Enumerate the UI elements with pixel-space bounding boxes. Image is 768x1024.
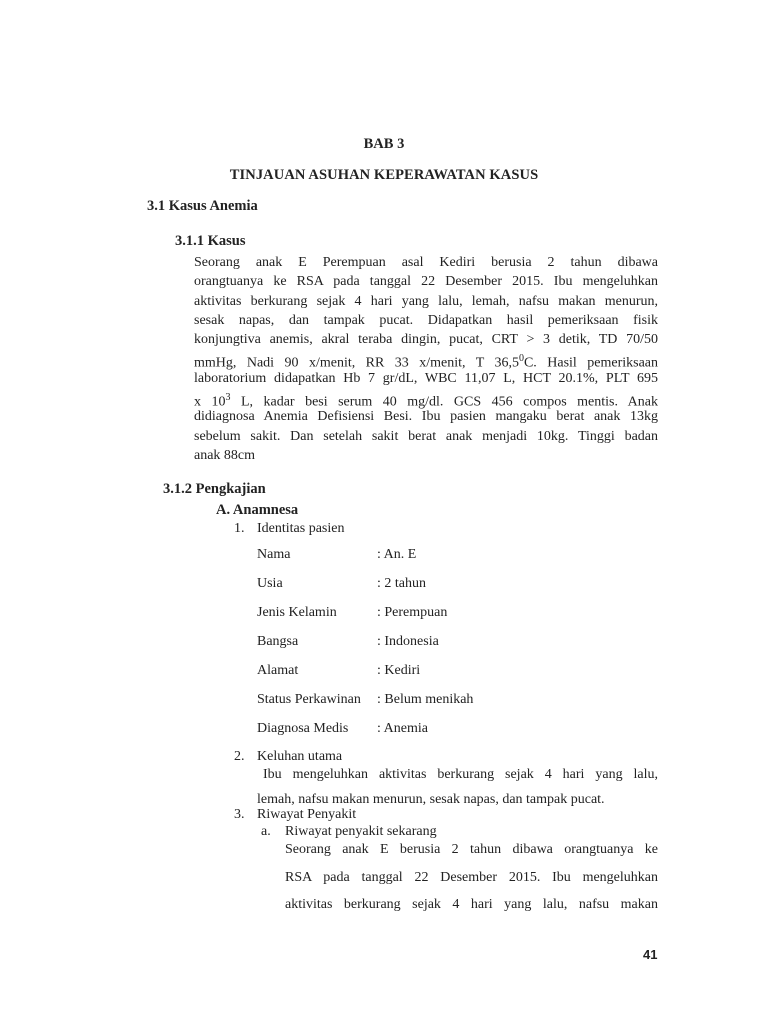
subsection-pengkajian-heading: 3.1.2 Pengkajian <box>163 481 266 497</box>
paragraph-line: x $10^3$ L, kadar besi serum 40 mg/dl. GCS 456 compos mentis. Anak <box>194 392 659 410</box>
page-number: 41 <box>643 947 658 962</box>
riwayat-sekarang-title: Riwayat penyakit sekarang <box>285 824 437 839</box>
identitas-label: Bangsa <box>257 634 299 649</box>
riwayat-title: Riwayat Penyakit <box>257 807 357 822</box>
identitas-label: Alamat <box>257 663 299 678</box>
paragraph-line: sesak napas, dan tampak pucat. Didapatkan hasil pemeriksaan fisik <box>194 312 658 328</box>
identitas-value: : Kediri <box>377 663 421 678</box>
paragraph-line: Seorang anak E berusia 2 tahun dibawa orangtuanya ke <box>285 842 658 857</box>
anamnesa-heading: A. Anamnesa <box>216 502 299 518</box>
paragraph-line: aktivitas berkurang sejak 4 hari yang lalu, nafsu makan <box>285 897 658 912</box>
list-number: 1. <box>234 521 245 536</box>
paragraph-line: konjungtiva anemis, akral teraba dingin, pucat, CRT > 3 detik, TD 70/50 <box>194 332 658 348</box>
chapter-title: TINJAUAN ASUHAN KEPERAWATAN KASUS <box>229 167 539 183</box>
riwayat-paragraph <box>285 842 658 925</box>
paragraph-line: Seorang anak E Perempuan asal Kediri berusia 2 tahun dibawa <box>194 255 658 270</box>
keluhan-paragraph <box>257 767 658 812</box>
identitas-value: : Perempuan <box>377 605 448 620</box>
identitas-value: : 2 tahun <box>377 576 426 591</box>
section-heading: 3.1 Kasus Anemia <box>147 198 258 214</box>
paragraph-line: laboratorium didapatkan Hb 7 gr/dL, WBC 11,07 L, HCT 20.1%, PLT 695 <box>194 370 658 386</box>
paragraph-line: lemah, nafsu makan menurun, sesak napas, dan tampak pucat. <box>257 792 605 807</box>
list-number: 2. <box>234 749 245 764</box>
identitas-title: Identitas pasien <box>257 521 345 536</box>
identitas-label: Nama <box>257 547 291 562</box>
sub-letter: a. <box>261 824 271 839</box>
paragraph-line: sebelum sakit. Dan setelah sakit berat anak menjadi 10kg. Tinggi badan <box>194 428 658 444</box>
chapter-heading: BAB 3 <box>363 136 405 152</box>
list-number: 3. <box>234 807 245 822</box>
identitas-value: : Indonesia <box>377 634 439 649</box>
kasus-paragraph <box>194 253 658 465</box>
paragraph-line: anak 88cm <box>194 447 256 463</box>
paragraph-line: RSA pada tanggal 22 Desember 2015. Ibu mengeluhkan <box>285 869 658 885</box>
identitas-value: : Belum menikah <box>377 692 474 707</box>
identitas-label: Jenis Kelamin <box>257 605 337 620</box>
paragraph-line: Ibu mengeluhkan aktivitas berkurang sejak 4 hari yang lalu, <box>263 767 658 782</box>
identitas-label: Status Perkawinan <box>257 692 361 707</box>
identitas-label: Usia <box>257 576 283 591</box>
paragraph-line: orangtuanya ke RSA pada tanggal 22 Desember 2015. Ibu mengeluhkan <box>194 274 658 290</box>
paragraph-line: didiagnosa Anemia Defisiensi Besi. Ibu pasien mangaku berat anak 13kg <box>194 409 658 425</box>
identitas-value: : Anemia <box>377 721 428 736</box>
subsection-kasus-heading: 3.1.1 Kasus <box>175 233 246 249</box>
identitas-label: Diagnosa Medis <box>257 721 349 736</box>
identitas-value: : An. E <box>377 547 417 562</box>
paragraph-line: mmHg, Nadi 90 x/menit, RR 33 x/menit, T 36,5$^0$C. Hasil pemeriksaan <box>194 353 659 372</box>
paragraph-line: aktivitas berkurang sejak 4 hari yang lalu, lemah, nafsu makan menurun, <box>194 293 658 309</box>
keluhan-title: Keluhan utama <box>257 749 343 764</box>
